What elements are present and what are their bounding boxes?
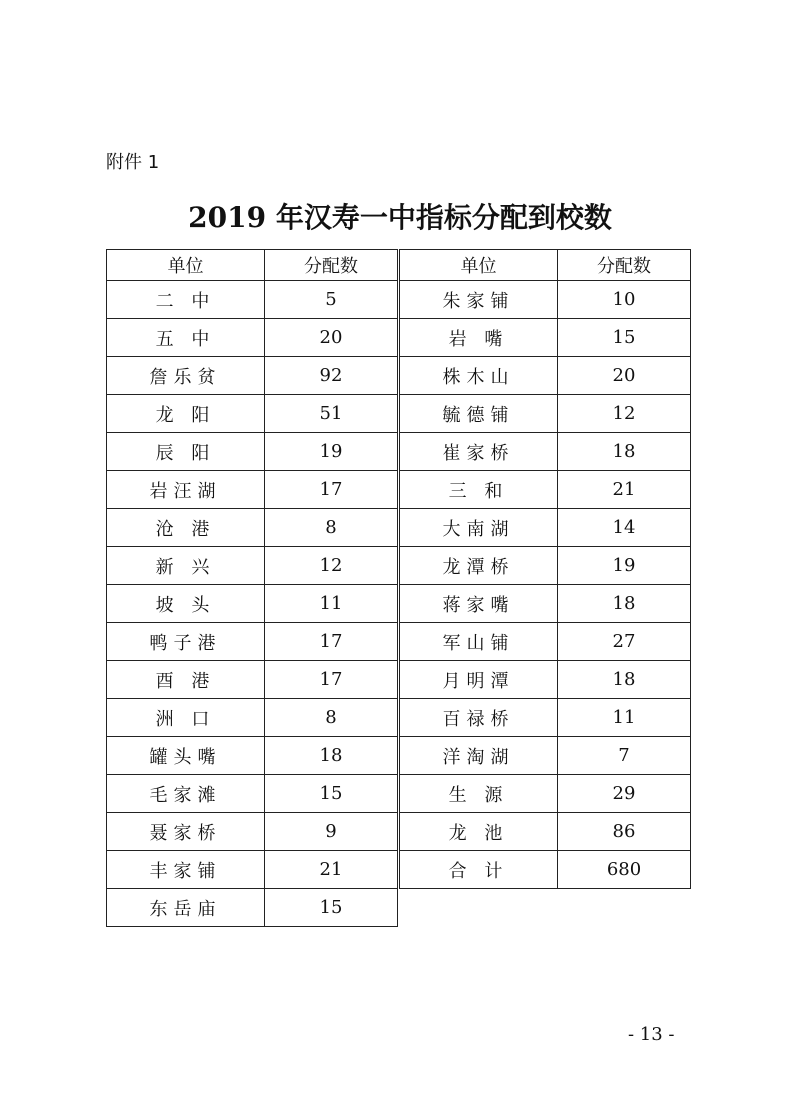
table-row <box>400 623 691 661</box>
count-cell: 20 <box>265 319 398 357</box>
count-cell: 9 <box>265 813 398 851</box>
column-header-unit: 单位 <box>400 250 558 281</box>
count-cell: 14 <box>558 509 691 547</box>
allocation-table-left <box>106 249 398 927</box>
table-row <box>107 813 398 851</box>
table-row <box>400 357 691 395</box>
table-row <box>107 471 398 509</box>
unit-cell: 洋淘湖 <box>400 737 558 775</box>
count-cell: 17 <box>265 661 398 699</box>
unit-cell: 崔家桥 <box>400 433 558 471</box>
count-cell: 92 <box>265 357 398 395</box>
count-cell: 20 <box>558 357 691 395</box>
unit-cell: 詹乐贫 <box>107 357 265 395</box>
column-header-unit: 单位 <box>107 250 265 281</box>
unit-cell: 坡 头 <box>107 585 265 623</box>
count-cell: 5 <box>265 281 398 319</box>
unit-cell: 百禄桥 <box>400 699 558 737</box>
table-row <box>400 547 691 585</box>
unit-cell: 蒋家嘴 <box>400 585 558 623</box>
table-row <box>400 319 691 357</box>
count-cell: 27 <box>558 623 691 661</box>
table-row <box>400 395 691 433</box>
table-row <box>107 737 398 775</box>
table-row <box>107 623 398 661</box>
count-cell: 86 <box>558 813 691 851</box>
unit-cell: 龙 阳 <box>107 395 265 433</box>
table-row <box>107 661 398 699</box>
page-number: - 13 - <box>628 1024 675 1045</box>
count-cell: 18 <box>558 433 691 471</box>
count-cell: 29 <box>558 775 691 813</box>
unit-cell: 株木山 <box>400 357 558 395</box>
unit-cell: 酉 港 <box>107 661 265 699</box>
table-row <box>107 357 398 395</box>
table-header-row <box>400 250 691 281</box>
table-row <box>107 281 398 319</box>
unit-cell: 大南湖 <box>400 509 558 547</box>
count-cell: 10 <box>558 281 691 319</box>
column-header-allocation: 分配数 <box>558 250 691 281</box>
unit-cell: 丰家铺 <box>107 851 265 889</box>
count-cell: 15 <box>558 319 691 357</box>
table-row <box>107 395 398 433</box>
count-cell: 7 <box>558 737 691 775</box>
table-row <box>107 699 398 737</box>
count-cell: 18 <box>558 585 691 623</box>
count-cell: 21 <box>558 471 691 509</box>
unit-cell: 新 兴 <box>107 547 265 585</box>
table-row <box>400 433 691 471</box>
table-row <box>400 775 691 813</box>
count-cell: 19 <box>265 433 398 471</box>
table-row <box>400 509 691 547</box>
unit-cell: 聂家桥 <box>107 813 265 851</box>
unit-cell: 军山铺 <box>400 623 558 661</box>
count-cell: 18 <box>265 737 398 775</box>
table-row <box>107 889 398 927</box>
unit-cell: 生 源 <box>400 775 558 813</box>
document-title: 2019 年汉寿一中指标分配到校数 <box>188 201 612 234</box>
unit-cell: 鸭子港 <box>107 623 265 661</box>
unit-cell: 五 中 <box>107 319 265 357</box>
unit-cell: 月明潭 <box>400 661 558 699</box>
unit-cell: 辰 阳 <box>107 433 265 471</box>
unit-cell: 二 中 <box>107 281 265 319</box>
count-cell: 15 <box>265 775 398 813</box>
count-cell: 18 <box>558 661 691 699</box>
unit-cell: 沧 港 <box>107 509 265 547</box>
unit-cell: 罐头嘴 <box>107 737 265 775</box>
count-cell: 11 <box>558 699 691 737</box>
unit-cell: 岩汪湖 <box>107 471 265 509</box>
count-cell: 17 <box>265 471 398 509</box>
unit-cell: 龙潭桥 <box>400 547 558 585</box>
total-row <box>400 851 691 889</box>
count-cell: 21 <box>265 851 398 889</box>
unit-cell: 东岳庙 <box>107 889 265 927</box>
table-row <box>400 661 691 699</box>
table-row <box>107 547 398 585</box>
total-label: 合 计 <box>400 851 558 889</box>
column-header-allocation: 分配数 <box>265 250 398 281</box>
table-row <box>400 699 691 737</box>
unit-cell: 毓德铺 <box>400 395 558 433</box>
count-cell: 8 <box>265 509 398 547</box>
table-header-row <box>107 250 398 281</box>
count-cell: 12 <box>558 395 691 433</box>
unit-cell: 洲 口 <box>107 699 265 737</box>
count-cell: 19 <box>558 547 691 585</box>
table-row <box>107 585 398 623</box>
count-cell: 15 <box>265 889 398 927</box>
allocation-table-right <box>399 249 691 889</box>
unit-cell: 朱家铺 <box>400 281 558 319</box>
attachment-label: 附件 1 <box>106 152 160 173</box>
unit-cell: 岩 嘴 <box>400 319 558 357</box>
count-cell: 11 <box>265 585 398 623</box>
unit-cell: 三 和 <box>400 471 558 509</box>
table-row <box>400 585 691 623</box>
table-row <box>107 851 398 889</box>
table-row <box>400 737 691 775</box>
unit-cell: 毛家滩 <box>107 775 265 813</box>
count-cell: 17 <box>265 623 398 661</box>
table-row <box>400 471 691 509</box>
unit-cell: 龙 池 <box>400 813 558 851</box>
table-row <box>400 281 691 319</box>
table-row <box>400 813 691 851</box>
count-cell: 51 <box>265 395 398 433</box>
table-row <box>107 509 398 547</box>
table-row <box>107 433 398 471</box>
count-cell: 8 <box>265 699 398 737</box>
table-row <box>107 775 398 813</box>
table-row <box>107 319 398 357</box>
total-count: 680 <box>558 851 691 889</box>
count-cell: 12 <box>265 547 398 585</box>
